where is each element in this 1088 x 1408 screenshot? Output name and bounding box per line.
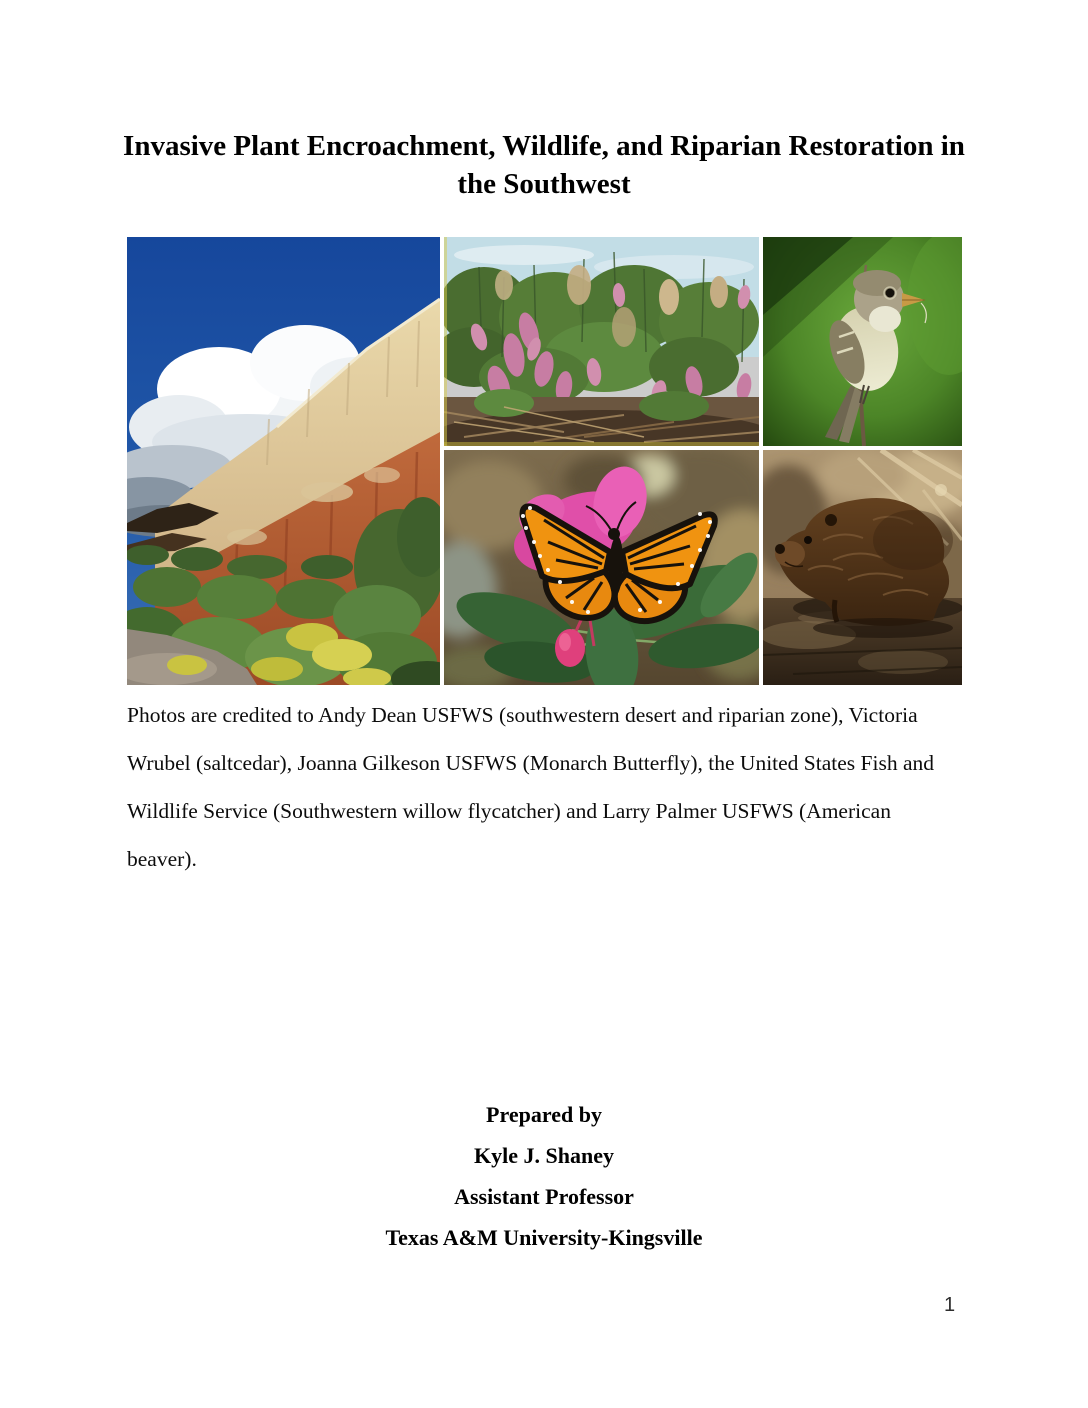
desert-riparian-image <box>127 237 440 685</box>
page-number: 1 <box>944 1294 956 1316</box>
author-name: Kyle J. Shaney <box>474 1143 614 1168</box>
photo-monarch-butterfly <box>444 450 759 685</box>
photo-american-beaver <box>763 450 962 685</box>
monarch-butterfly-image <box>444 450 759 685</box>
photo-saltcedar <box>444 237 759 446</box>
saltcedar-image <box>444 237 759 446</box>
page-title-line-2: the Southwest <box>457 168 631 200</box>
photo-credit-line: Wildlife Service (Southwestern willow flycatcher) and Larry Palmer USFWS (American <box>127 799 891 823</box>
photo-desert-riparian <box>127 237 440 685</box>
photo-willow-flycatcher <box>763 237 962 446</box>
author-institution: Texas A&M University-Kingsville <box>385 1225 703 1250</box>
photo-credit-line: beaver). <box>127 847 197 871</box>
author-role: Assistant Professor <box>454 1184 634 1209</box>
willow-flycatcher-image <box>763 237 962 446</box>
photo-credit-line: Wrubel (saltcedar), Joanna Gilkeson USFWS (Monarch Butterfly), the United States Fish and <box>127 751 935 775</box>
photo-collage <box>127 237 962 685</box>
page-title-line-1: Invasive Plant Encroachment, Wildlife, and Riparian Restoration in <box>123 130 965 162</box>
photo-credit-line: Photos are credited to Andy Dean USFWS (southwestern desert and riparian zone), Victoria <box>127 703 918 727</box>
page-title <box>0 127 1088 203</box>
prepared-by-heading: Prepared by <box>486 1102 602 1127</box>
prepared-by-block <box>0 1094 1088 1258</box>
american-beaver-image <box>763 450 962 685</box>
photo-credit-paragraph <box>127 691 977 883</box>
